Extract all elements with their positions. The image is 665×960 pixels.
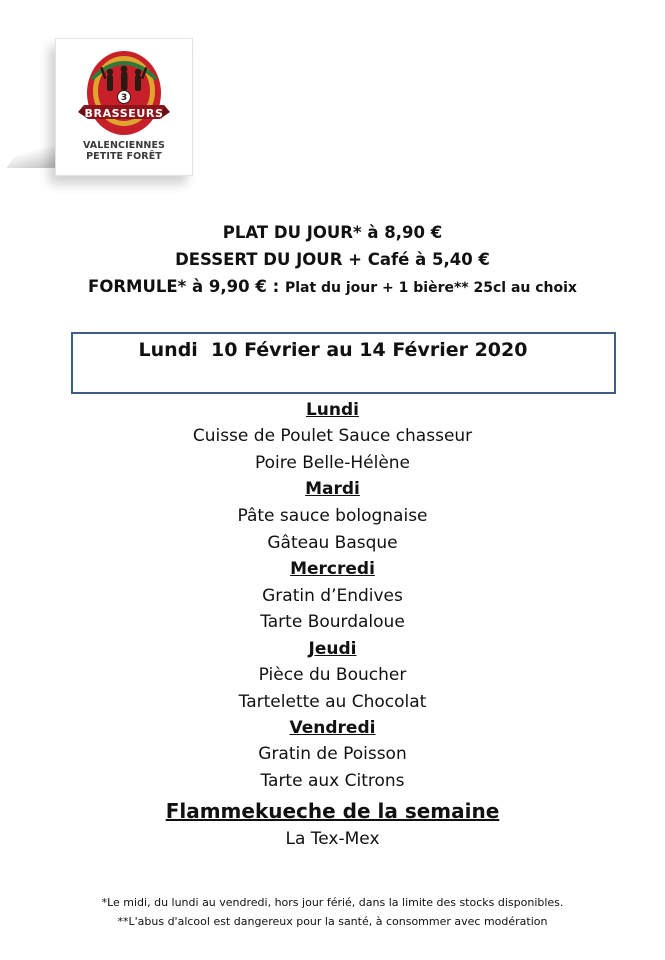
dish-vendredi-main: Gratin de Poisson — [258, 744, 407, 764]
offer-formule — [0, 277, 665, 296]
day-heading-lundi: Lundi — [305, 400, 360, 420]
footnote-midi: *Le midi, du lundi au vendredi, hors jour férié, dans la limite des stocks disponibles. — [101, 896, 564, 909]
dish-jeudi-dessert: Tartelette au Chocolat — [238, 692, 427, 712]
footnote-alcool: **L'abus d'alcool est dangereux pour la santé, à consommer avec modération — [117, 915, 548, 928]
flammekueche-heading: Flammekueche de la semaine — [165, 799, 500, 823]
dish-mardi-main: Pâte sauce bolognaise — [237, 506, 428, 526]
offer-formule-detail: Plat du jour + 1 bière** 25cl au choix — [284, 280, 577, 296]
offer-plat-du-jour: PLAT DU JOUR* à 8,90 € — [222, 223, 443, 242]
dish-lundi-main: Cuisse de Poulet Sauce chasseur — [192, 426, 473, 446]
dish-mercredi-main: Gratin d’Endives — [262, 586, 403, 606]
week-title: Lundi 10 Février au 14 Février 2020 — [138, 339, 528, 361]
day-heading-vendredi: Vendredi — [289, 718, 376, 738]
offer-formule-label: FORMULE* à 9,90 € : — [88, 277, 280, 296]
dish-mercredi-dessert: Tarte Bourdaloue — [260, 612, 405, 632]
logo-brand: BRASSEURS — [84, 107, 164, 120]
logo-line-1: VALENCIENNES — [83, 140, 165, 151]
day-heading-jeudi: Jeudi — [308, 639, 357, 659]
week-banner — [71, 332, 616, 394]
day-heading-mardi: Mardi — [305, 479, 360, 499]
dish-mardi-dessert: Gâteau Basque — [267, 533, 398, 553]
offer-dessert-du-jour: DESSERT DU JOUR + Café à 5,40 € — [175, 250, 490, 269]
dish-vendredi-dessert: Tarte aux Citrons — [260, 771, 405, 791]
logo-line-2: PETITE FORÊT — [86, 151, 162, 162]
flammekueche-item: La Tex-Mex — [285, 829, 380, 849]
logo — [55, 38, 193, 176]
dish-lundi-dessert: Poire Belle-Hélène — [254, 453, 411, 473]
logo-badge-number: 3 — [120, 93, 128, 103]
dish-jeudi-main: Pièce du Boucher — [258, 665, 407, 685]
day-heading-mercredi: Mercredi — [290, 559, 375, 579]
